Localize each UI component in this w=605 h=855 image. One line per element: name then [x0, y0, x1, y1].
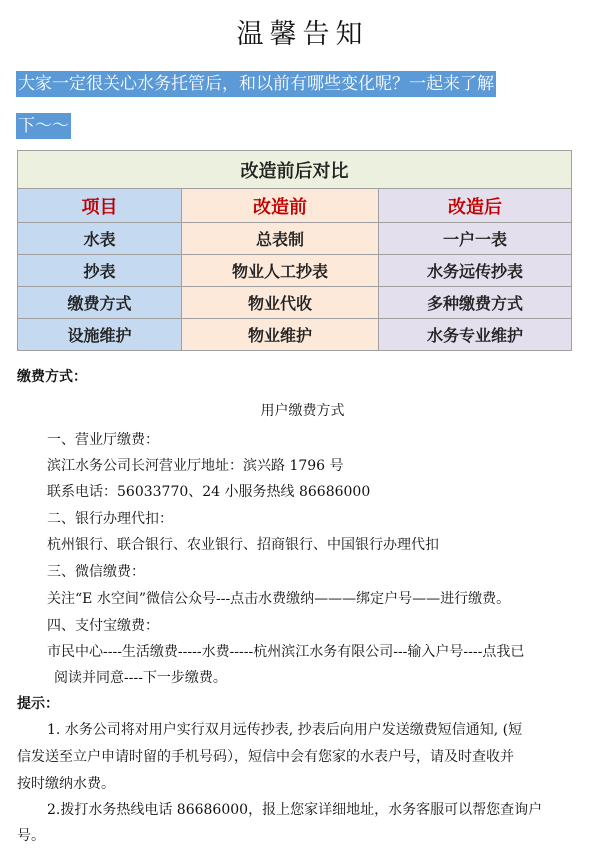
header-before: 改造前 — [182, 189, 379, 223]
cell-before: 物业代收 — [182, 287, 379, 319]
intro-line-1: 大家一定很关心水务托管后，和以前有哪些变化呢？一起来了解 — [16, 71, 496, 97]
section-4-line-1: 市民中心----生活缴费-----水费-----杭州滨江水务有限公司---输入户号----点我已 — [47, 644, 525, 660]
tip-1-line-2: 信发送至立户申请时留的手机号码），短信中会有您家的水表户号，请及时查收并 — [17, 749, 514, 765]
cell-after: 水务专业维护 — [379, 319, 572, 351]
payment-label: 缴费方式： — [17, 369, 87, 385]
section-1-title: 一、营业厅缴费： — [47, 432, 159, 448]
cell-before: 物业人工抄表 — [182, 255, 379, 287]
tip-2-line-2: 号。 — [17, 828, 45, 844]
section-2-banks: 杭州银行、联合银行、农业银行、招商银行、中国银行办理代扣 — [47, 537, 439, 553]
table-row — [18, 287, 572, 319]
tip-1-line-3: 按时缴纳水费。 — [17, 776, 115, 792]
table-header-row — [18, 189, 572, 223]
header-after: 改造后 — [379, 189, 572, 223]
table-caption: 改造前后对比 — [18, 151, 572, 189]
section-3-text: 关注“E 水空间”微信公众号---点击水费缴纳———绑定户号——进行缴费。 — [47, 591, 511, 607]
section-4-line-2: 阅读并同意----下一步缴费。 — [54, 670, 227, 686]
cell-before: 物业维护 — [182, 319, 379, 351]
cell-after: 水务远传抄表 — [379, 255, 572, 287]
tips-label: 提示： — [17, 696, 59, 712]
table-caption-row — [18, 151, 572, 189]
cell-item: 水表 — [18, 223, 182, 255]
section-1-address: 滨江水务公司长河营业厅地址：滨兴路 1796 号 — [47, 458, 344, 474]
cell-before: 总表制 — [182, 223, 379, 255]
tip-2-line-1: 2.拨打水务热线电话 86686000，报上您家详细地址，水务客服可以帮您查询户 — [47, 802, 543, 818]
table-row — [18, 255, 572, 287]
page-title: 温馨告知 — [236, 19, 369, 50]
intro-line-2: 下～～ — [16, 113, 71, 139]
header-item: 项目 — [18, 189, 182, 223]
table-row — [18, 319, 572, 351]
cell-after: 多种缴费方式 — [379, 287, 572, 319]
cell-item: 缴费方式 — [18, 287, 182, 319]
cell-after: 一户一表 — [379, 223, 572, 255]
cell-item: 抄表 — [18, 255, 182, 287]
section-4-title: 四、支付宝缴费： — [47, 618, 159, 634]
section-1-phone: 联系电话：56033770、24 小服务热线 86686000 — [47, 484, 371, 500]
payment-heading: 用户缴费方式 — [260, 403, 345, 419]
section-3-title: 三、微信缴费： — [47, 564, 145, 580]
tip-1-line-1: 1. 水务公司将对用户实行双月远传抄表, 抄表后向用户发送缴费短信通知, (短 — [47, 722, 523, 738]
table-row — [18, 223, 572, 255]
cell-item: 设施维护 — [18, 319, 182, 351]
comparison-table — [17, 150, 572, 351]
section-2-title: 二、银行办理代扣： — [47, 511, 173, 527]
